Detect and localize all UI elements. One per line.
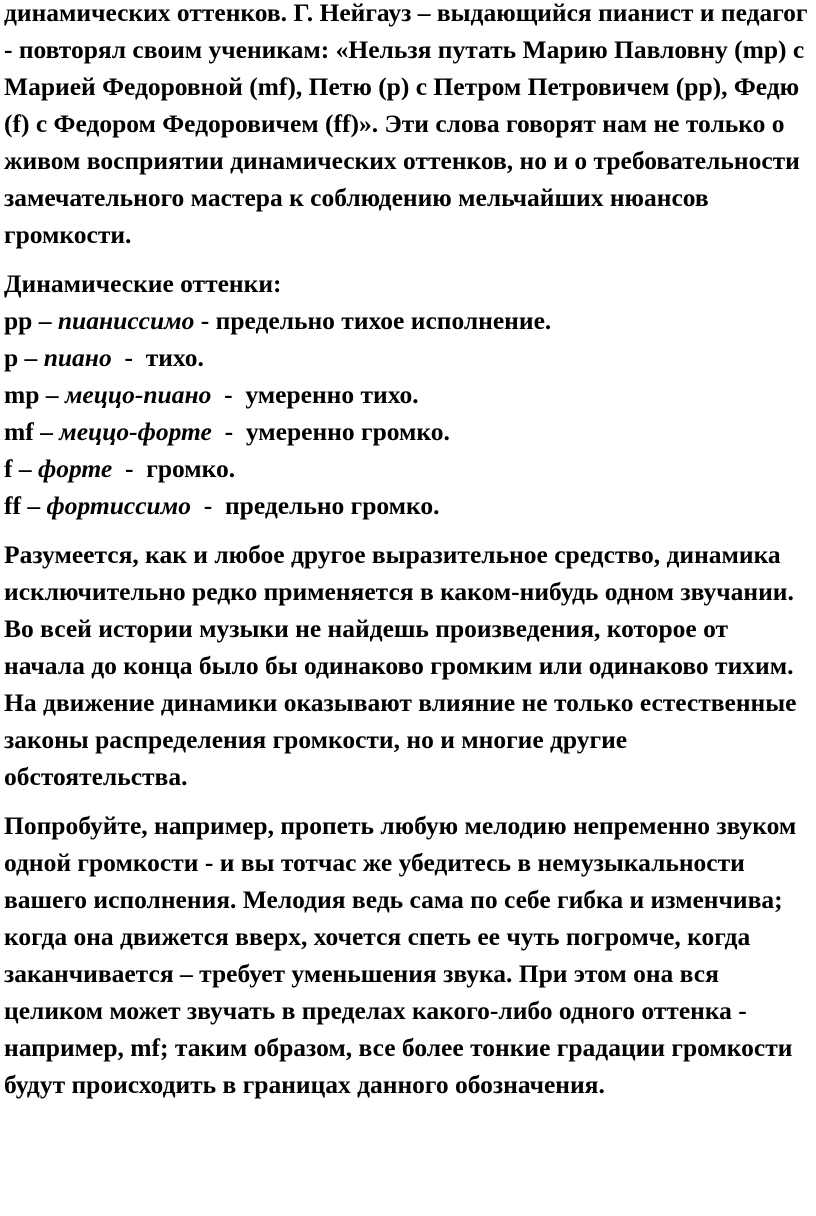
dynamics-item-pp [4, 302, 814, 339]
dynamics-meaning: тихо. [145, 343, 204, 372]
dynamics-meaning: громко. [146, 454, 236, 483]
dynamics-separator: - [112, 454, 147, 483]
dynamics-meaning: предельно тихое исполнение. [215, 306, 552, 335]
dynamics-list [4, 265, 814, 524]
dynamics-separator: - [194, 306, 216, 335]
dynamics-item-mf [4, 413, 814, 450]
dynamics-item-f [4, 450, 814, 487]
dynamics-item-mp [4, 376, 814, 413]
dynamics-meaning: предельно громко. [224, 491, 440, 520]
dynamics-symbol: mf – [4, 417, 53, 446]
dynamics-separator: - [211, 417, 246, 446]
dynamics-symbol: ff – [4, 491, 41, 520]
dynamics-term: пиано [43, 343, 112, 372]
dynamics-symbol: p – [4, 343, 38, 372]
dynamics-term: пианиссимо [57, 306, 195, 335]
dynamics-term: форте [38, 454, 113, 483]
dynamics-term: меццо-пиано [64, 380, 212, 409]
dynamics-item-ff [4, 487, 814, 524]
dynamics-separator: - [211, 380, 246, 409]
dynamics-meaning: умеренно громко. [245, 417, 450, 446]
dynamics-separator: - [111, 343, 146, 372]
dynamics-symbol: mp – [4, 380, 59, 409]
paragraph-dynamics-usage: Разумеется, как и любое другое выразительное средство, динамика исключительно редко применяется в каком-нибудь одном звучании. Во всей истории музыки не найдешь произведения, которое от начала до конца было бы одинаково громким или одинаково тихим. На движение динамики оказывают влияние не только естественные законы распределения громкости, но и многие другие обстоятельства. [4, 540, 797, 791]
dynamics-heading: Динамические оттенки: [4, 269, 282, 298]
dynamics-symbol: pp – [4, 306, 52, 335]
dynamics-item-p [4, 339, 814, 376]
dynamics-separator: - [190, 491, 225, 520]
dynamics-symbol: f – [4, 454, 32, 483]
paragraph-melody-example: Попробуйте, например, пропеть любую мелодию непременно звуком одной громкости - и вы тотчас же убедитесь в немузыкальности вашего исполнения. Мелодия ведь сама по себе гибка и изменчива; когда она движется вверх, хочется спеть ее чуть погромче, когда заканчивается – требует уменьшения звука. При этом она вся целиком может звучать в пределах какого-либо одного оттенка - например, mf; таким образом, все более тонкие градации громкости будут происходить в границах данного обозначения. [4, 811, 797, 1099]
dynamics-meaning: умеренно тихо. [245, 380, 419, 409]
paragraph-neuhaus-quote: динамических оттенков. Г. Нейгауз – выдающийся пианист и педагог - повторял своим ученикам: «Нельзя путать Марию Павловну (mp) с Марией Федоровной (mf), Петю (p) с Петром Петровичем (pp), Федю (f) с Федором Федоровичем (ff)». Эти слова говорят нам не только о живом восприятии динамических оттенков, но и о требовательности замечательного мастера к соблюдению мельчайших нюансов громкости. [4, 0, 808, 249]
dynamics-term: фортиссимо [46, 491, 191, 520]
document-page [4, 0, 814, 1103]
dynamics-term: меццо-форте [59, 417, 212, 446]
